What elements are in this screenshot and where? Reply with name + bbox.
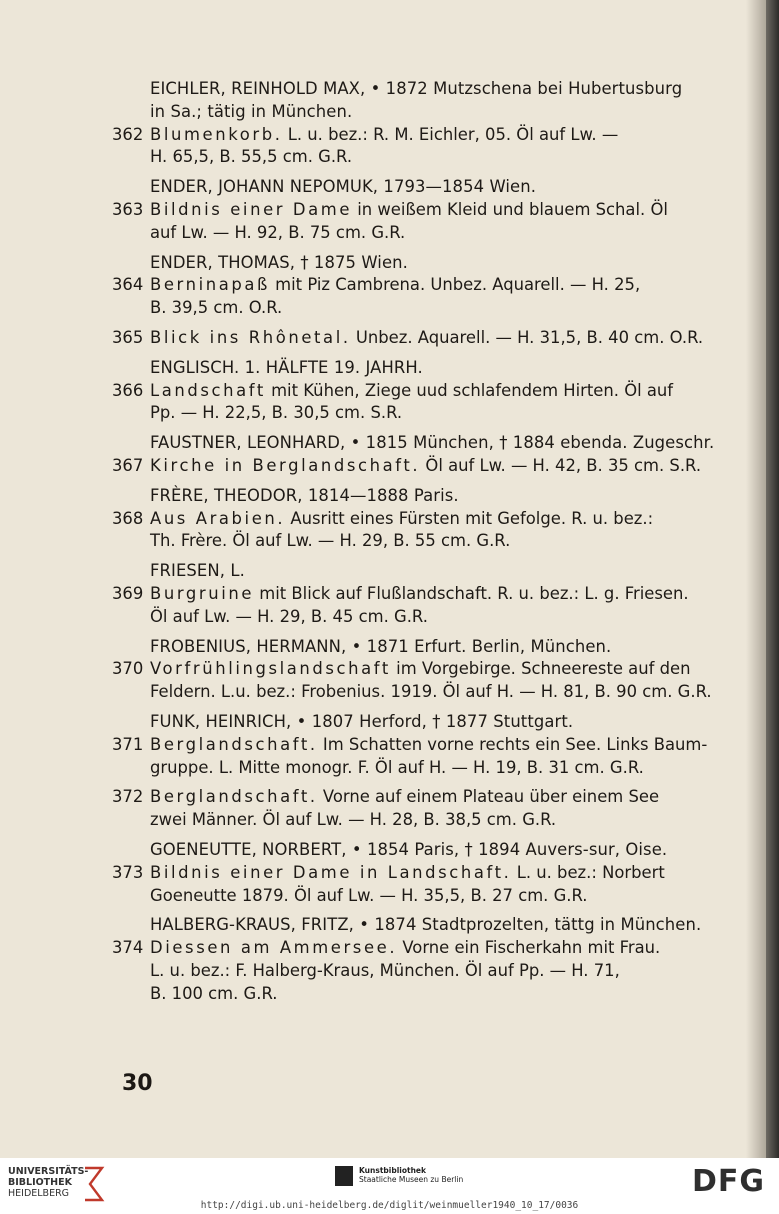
entry-first-line <box>150 734 722 757</box>
entry-first-line <box>150 327 722 350</box>
entry-description: Vorne ein Fischerkahn mit Frau. <box>402 938 661 958</box>
entry-first-line <box>150 124 722 147</box>
entry-number: 371 <box>112 734 144 754</box>
entry-line: Feldern. L.u. bez.: Frobenius. 1919. Öl auf H. — H. 81, B. 90 cm. G.R. <box>150 682 712 702</box>
entry-number: 372 <box>112 787 144 807</box>
library-line1: UNIVERSITÄTS- <box>8 1166 89 1177</box>
artist-line: FRÈRE, THEODOR, 1814—1888 Paris. <box>150 485 459 505</box>
entry-number: 367 <box>112 455 144 475</box>
entry-line: Th. Frère. Öl auf Lw. — H. 29, B. 55 cm. G.R. <box>150 531 511 551</box>
dfg-logo[interactable]: DFG <box>692 1164 766 1199</box>
catalogue-entry <box>112 734 722 780</box>
catalogue-entry <box>112 786 722 832</box>
page-number: 30 <box>122 1071 153 1096</box>
work-title: Kirche in Berglandschaft. <box>150 455 421 475</box>
artist-heading <box>112 485 722 508</box>
catalogue-entry <box>112 937 722 1005</box>
work-title: Berninapaß <box>150 275 270 295</box>
catalogue-entry <box>112 274 722 320</box>
artist-line: FUNK, HEINRICH, • 1807 Herford, † 1877 Stuttgart. <box>150 711 574 731</box>
library-line3: HEIDELBERG <box>8 1188 70 1199</box>
entry-line: zwei Männer. Öl auf Lw. — H. 28, B. 38,5 cm. G.R. <box>150 810 557 830</box>
entry-number: 370 <box>112 659 144 679</box>
catalogue-entry <box>112 380 722 426</box>
catalogue-entry <box>112 862 722 908</box>
entry-line: Pp. — H. 22,5, B. 30,5 cm. S.R. <box>150 403 403 423</box>
catalogue-entry <box>112 199 722 245</box>
artist-heading <box>112 914 722 937</box>
artist-heading <box>112 78 722 124</box>
entry-first-line <box>150 380 722 403</box>
entry-description: mit Blick auf Flußlandschaft. R. u. bez.: L. g. Friesen. <box>259 583 689 603</box>
artist-line: HALBERG-KRAUS, FRITZ, • 1874 Stadtprozelten, tättg in München. <box>150 915 702 935</box>
artist-heading <box>112 252 722 275</box>
work-title: Diessen am Ammersee. <box>150 938 398 958</box>
entry-first-line <box>150 658 722 681</box>
entry-number: 365 <box>112 327 144 347</box>
artist-line: in Sa.; tätig in München. <box>150 101 353 121</box>
entry-number: 363 <box>112 199 144 219</box>
work-title: Landschaft <box>150 380 266 400</box>
kb-line1: Kunstbibliothek <box>359 1166 427 1175</box>
entry-line: B. 39,5 cm. O.R. <box>150 298 283 318</box>
entry-description: Unbez. Aquarell. — H. 31,5, B. 40 cm. O.R. <box>355 327 704 347</box>
artist-line: ENDER, THOMAS, † 1875 Wien. <box>150 252 408 272</box>
entry-description: mit Piz Cambrena. Unbez. Aquarell. — H. 25, <box>275 275 641 295</box>
work-title: Berglandschaft. <box>150 734 318 754</box>
catalogue-entry <box>112 327 722 350</box>
entry-first-line <box>150 937 722 960</box>
artist-line: ENGLISCH. 1. HÄLFTE 19. JAHRH. <box>150 357 423 377</box>
entry-number: 374 <box>112 938 144 958</box>
book-edge <box>766 0 779 1158</box>
entry-description: mit Kühen, Ziege uud schlafendem Hirten. Öl auf <box>271 380 674 400</box>
entry-description: L. u. bez.: R. M. Eichler, 05. Öl auf Lw. — <box>287 124 619 144</box>
work-title: Berglandschaft. <box>150 787 318 807</box>
entry-line: B. 100 cm. G.R. <box>150 983 278 1003</box>
entry-line: auf Lw. — H. 92, B. 75 cm. G.R. <box>150 222 406 242</box>
entry-first-line <box>150 508 722 531</box>
ub-heidelberg-mark-icon <box>82 1164 106 1204</box>
entry-first-line <box>150 274 722 297</box>
entry-first-line <box>150 455 722 478</box>
catalogue-entry <box>112 124 722 170</box>
work-title: Bildnis einer Dame in Landschaft. <box>150 862 512 882</box>
artist-heading <box>112 711 722 734</box>
catalogue-entry <box>112 658 722 704</box>
entry-description: in weißem Kleid und blauem Schal. Öl <box>357 199 668 219</box>
catalogue-entry <box>112 508 722 554</box>
entry-description: im Vorgebirge. Schneereste auf den <box>396 659 691 679</box>
entry-description: Im Schatten vorne rechts ein See. Links Baum- <box>322 734 708 754</box>
entry-first-line <box>150 199 722 222</box>
entry-line: Öl auf Lw. — H. 29, B. 45 cm. G.R. <box>150 606 428 626</box>
artist-heading <box>112 357 722 380</box>
entry-number: 369 <box>112 583 144 603</box>
entry-description: Öl auf Lw. — H. 42, B. 35 cm. S.R. <box>425 455 702 475</box>
entry-first-line <box>150 786 722 809</box>
work-title: Aus Arabien. <box>150 508 286 528</box>
entry-description: Ausritt eines Fürsten mit Gefolge. R. u. bez.: <box>290 508 654 528</box>
entry-description: Vorne auf einem Plateau über einem See <box>322 787 660 807</box>
artist-line: FRIESEN, L. <box>150 561 245 581</box>
kunstbibliothek-logo[interactable] <box>335 1166 463 1186</box>
work-title: Vorfrühlingslandschaft <box>150 659 391 679</box>
work-title: Blumenkorb. <box>150 124 283 144</box>
entry-number: 373 <box>112 862 144 882</box>
entry-first-line <box>150 862 722 885</box>
catalogue-entry <box>112 583 722 629</box>
entry-number: 364 <box>112 275 144 295</box>
entry-description: L. u. bez.: Norbert <box>516 862 665 882</box>
artist-line: EICHLER, REINHOLD MAX, • 1872 Mutzschena bei Hubertusburg <box>150 79 683 98</box>
catalogue-text <box>112 78 722 1005</box>
artist-heading <box>112 176 722 199</box>
artist-heading <box>112 636 722 659</box>
kunstbibliothek-icon <box>335 1166 353 1186</box>
entry-line: gruppe. L. Mitte monogr. F. Öl auf H. — H. 19, B. 31 cm. G.R. <box>150 757 644 777</box>
entry-line: Goeneutte 1879. Öl auf Lw. — H. 35,5, B. 27 cm. G.R. <box>150 885 588 905</box>
artist-line: GOENEUTTE, NORBERT, • 1854 Paris, † 1894 Auvers-sur, Oise. <box>150 839 668 859</box>
ub-heidelberg-logo[interactable] <box>8 1166 88 1199</box>
entry-line: H. 65,5, B. 55,5 cm. G.R. <box>150 147 353 167</box>
kb-line2: Staatliche Museen zu Berlin <box>359 1175 464 1184</box>
entry-number: 362 <box>112 124 144 144</box>
work-title: Bildnis einer Dame <box>150 199 353 219</box>
work-title: Blick ins Rhônetal. <box>150 327 351 347</box>
entry-number: 368 <box>112 508 144 528</box>
artist-line: FAUSTNER, LEONHARD, • 1815 München, † 1884 ebenda. Zugeschr. <box>150 433 715 453</box>
artist-heading <box>112 839 722 862</box>
library-line2: BIBLIOTHEK <box>8 1177 72 1188</box>
work-title: Burgruine <box>150 583 255 603</box>
permalink-url[interactable]: http://digi.ub.uni-heidelberg.de/diglit/weinmueller1940_10_17/0036 <box>200 1200 579 1211</box>
entry-line: L. u. bez.: F. Halberg-Kraus, München. Öl auf Pp. — H. 71, <box>150 960 620 980</box>
artist-line: FROBENIUS, HERMANN, • 1871 Erfurt. Berlin, München. <box>150 636 612 656</box>
catalogue-entry <box>112 455 722 478</box>
artist-line: ENDER, JOHANN NEPOMUK, 1793—1854 Wien. <box>150 177 537 197</box>
artist-heading <box>112 432 722 455</box>
artist-heading <box>112 560 722 583</box>
entry-number: 366 <box>112 380 144 400</box>
entry-first-line <box>150 583 722 606</box>
